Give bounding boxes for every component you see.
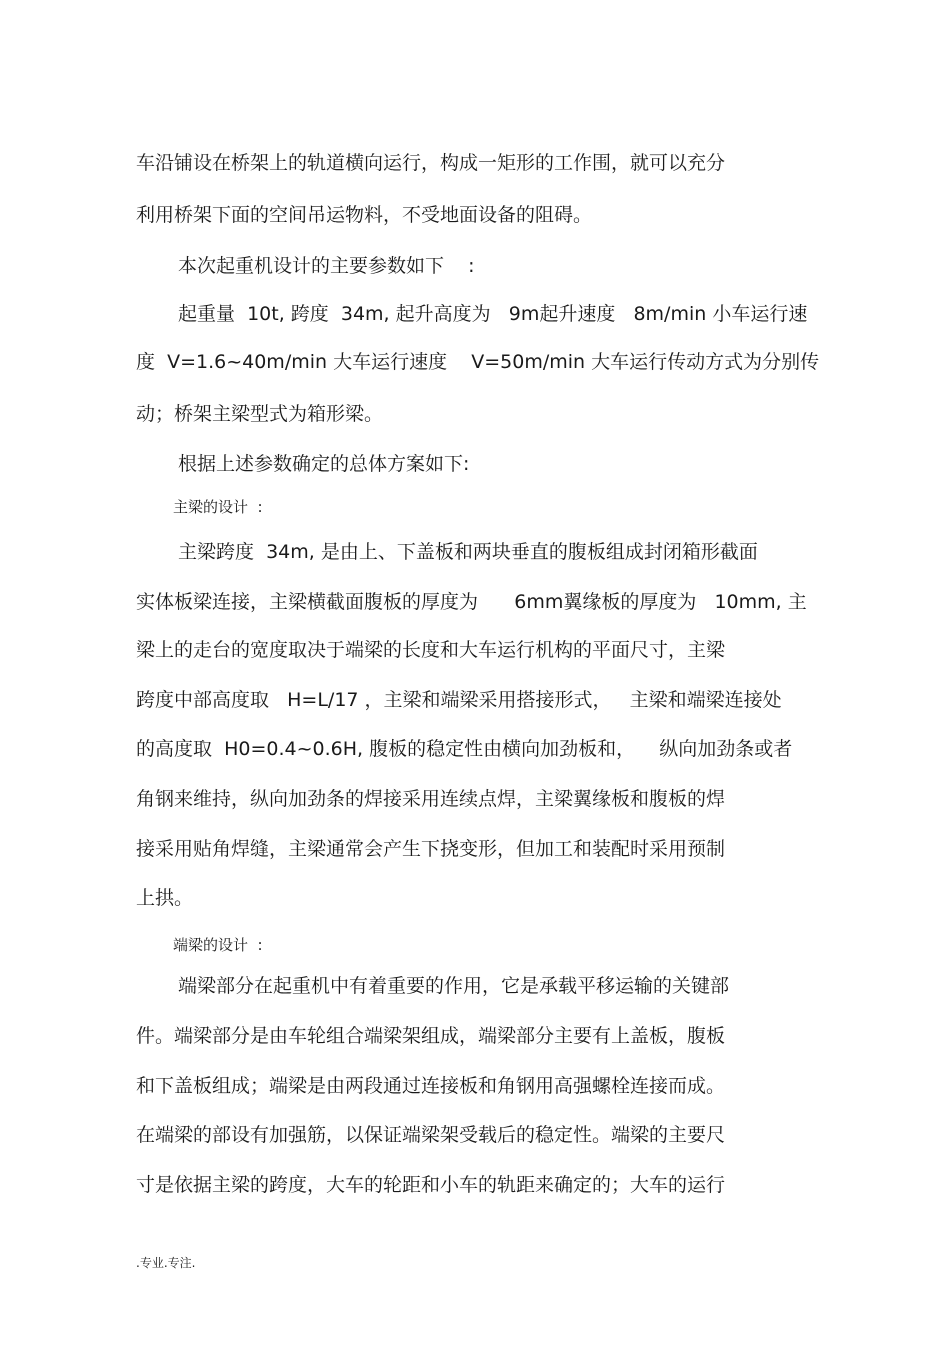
body-line: 寸是依据主梁的跨度，大车的轮距和小车的轨距来确定的；大车的运行 xyxy=(136,1174,726,1196)
section-heading: 端梁的设计 : xyxy=(173,936,263,954)
body-line: 根据上述参数确定的总体方案如下: xyxy=(178,453,470,475)
body-line: 起重量 10t, 跨度 34m, 起升高度为 9m起升速度 8m/min 小车运行速 xyxy=(178,303,808,325)
body-line: 件。端梁部分是由车轮组合端梁架组成，端梁部分主要有上盖板，腹板 xyxy=(136,1025,726,1047)
body-line: 动；桥架主梁型式为箱形梁。 xyxy=(136,403,384,425)
body-line: 梁上的走台的宽度取决于端梁的长度和大车运行机构的平面尺寸，主梁 xyxy=(136,639,726,661)
body-line: 上拱。 xyxy=(136,887,194,909)
body-line: 实体板梁连接，主梁横截面腹板的厚度为 6mm翼缘板的厚度为 10mm, 主 xyxy=(136,591,807,613)
body-line: 在端梁的部设有加强筋，以保证端梁架受载后的稳定性。端梁的主要尺 xyxy=(136,1124,726,1146)
body-line: 利用桥架下面的空间吊运物料，不受地面设备的阻碍。 xyxy=(136,204,593,226)
section-heading: 主梁的设计 : xyxy=(173,498,263,516)
body-line: 车沿铺设在桥架上的轨道横向运行，构成一矩形的工作围，就可以充分 xyxy=(136,152,726,174)
body-line: 和下盖板组成；端梁是由两段通过连接板和角钢用高强螺栓连接而成。 xyxy=(136,1075,726,1097)
body-line: 主梁跨度 34m, 是由上、下盖板和两块垂直的腹板组成封闭箱形截面 xyxy=(178,541,758,563)
body-line: 角钢来维持，纵向加劲条的焊接采用连续点焊，主梁翼缘板和腹板的焊 xyxy=(136,788,726,810)
body-line: 度 V=1.6~40m/min 大车运行速度 V=50m/min 大车运行传动方式为分别传 xyxy=(136,351,820,373)
body-line: 端梁部分在起重机中有着重要的作用，它是承载平移运输的关键部 xyxy=(178,975,730,997)
body-line: 跨度中部高度取 H=L/17 ，主梁和端梁采用搭接形式， 主梁和端梁连接处 xyxy=(136,689,782,711)
body-line: 本次起重机设计的主要参数如下 : xyxy=(178,255,475,277)
body-line: 的高度取 H0=0.4~0.6H, 腹板的稳定性由横向加劲板和， 纵向加劲条或者 xyxy=(136,738,793,760)
page-footer: .专业.专注. xyxy=(136,1256,196,1270)
body-line: 接采用贴角焊缝，主梁通常会产生下挠变形，但加工和装配时采用预制 xyxy=(136,838,726,860)
